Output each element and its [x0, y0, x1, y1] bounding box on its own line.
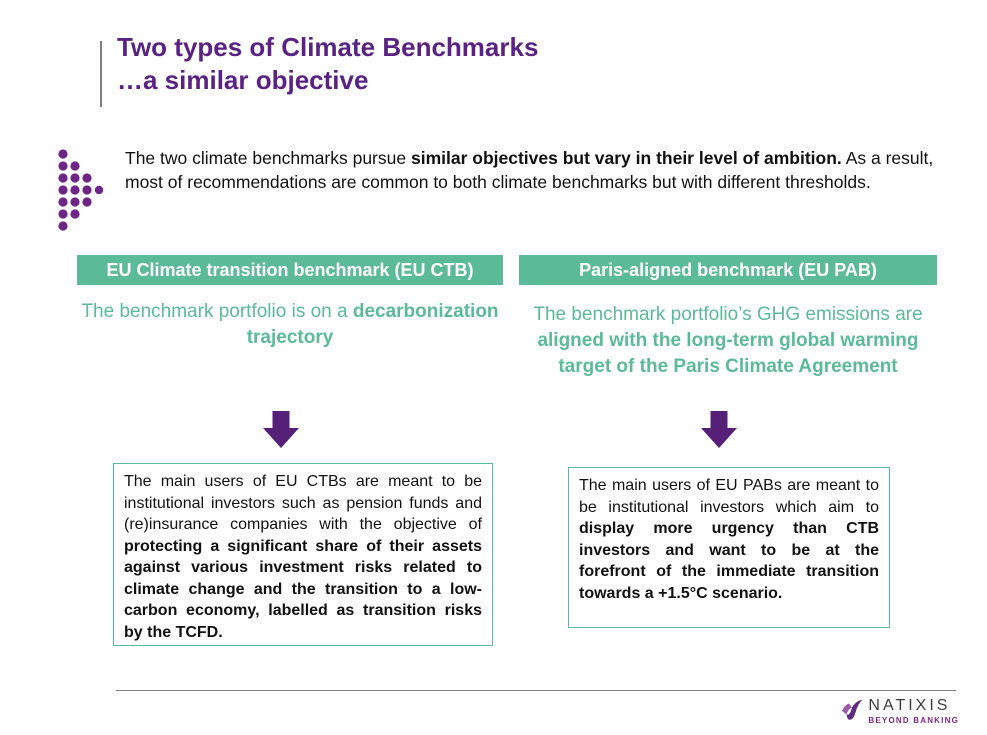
logo-text-wrap	[868, 697, 959, 725]
pab-summary-text	[512, 302, 944, 380]
slide-title	[117, 31, 538, 97]
intro-segment-bold: similar objectives but vary in their level of ambition.	[410, 148, 842, 168]
natixis-logo	[840, 697, 959, 725]
pab-detail-bold: display more urgency than CTB investors and want to be at the forefront of the immediate transition towards a +1.5°C scenario.	[579, 520, 879, 602]
ctb-detail-box	[113, 463, 493, 646]
title-line-2: …a similar objective	[117, 65, 369, 95]
pab-summary-bold: aligned with the long-term global warming target of the Paris Climate Agreement	[537, 330, 919, 377]
pab-header-bar	[519, 255, 937, 285]
intro-segment: As a result, most of recommendations are common to both climate benchmarks but with different thresholds.	[125, 148, 934, 192]
logo-wordmark: NATIXIS	[868, 697, 951, 714]
ctb-summary-bold: decarbonization trajectory	[246, 301, 499, 348]
pab-detail-box	[568, 467, 890, 628]
ctb-header-label: EU Climate transition benchmark (EU CTB)	[106, 259, 474, 280]
logo-tagline: BEYOND BANKING	[868, 716, 959, 725]
pab-summary-regular: The benchmark portfolio’s GHG emissions are	[533, 304, 923, 325]
ctb-detail-regular: The main users of EU CTBs are meant to be institutional investors such as pension funds and (re)insurance companies with the objective of	[124, 473, 482, 533]
down-arrow-icon	[699, 411, 739, 449]
ctb-summary-text	[77, 299, 503, 351]
natixis-check-icon	[840, 698, 864, 723]
title-accent-line	[100, 41, 102, 107]
down-arrow-icon	[261, 411, 301, 449]
title-line-1: Two types of Climate Benchmarks	[117, 32, 539, 62]
intro-segment: The two climate benchmarks pursue	[125, 148, 411, 168]
pab-detail-regular: The main users of EU PABs are meant to be institutional investors which aim to	[579, 477, 879, 516]
footer-divider-line	[116, 690, 956, 691]
ctb-summary-regular: The benchmark portfolio is on a	[81, 301, 353, 322]
dots-triangle-icon	[57, 148, 107, 234]
intro-text	[125, 147, 940, 194]
ctb-header-bar	[77, 255, 503, 285]
pab-header-label: Paris-aligned benchmark (EU PAB)	[579, 259, 877, 280]
ctb-detail-bold: protecting a significant share of their assets against various investment risks related to climate change and the transition to a low-carbon economy, labelled as transition risks by the TCFD.	[124, 537, 482, 641]
